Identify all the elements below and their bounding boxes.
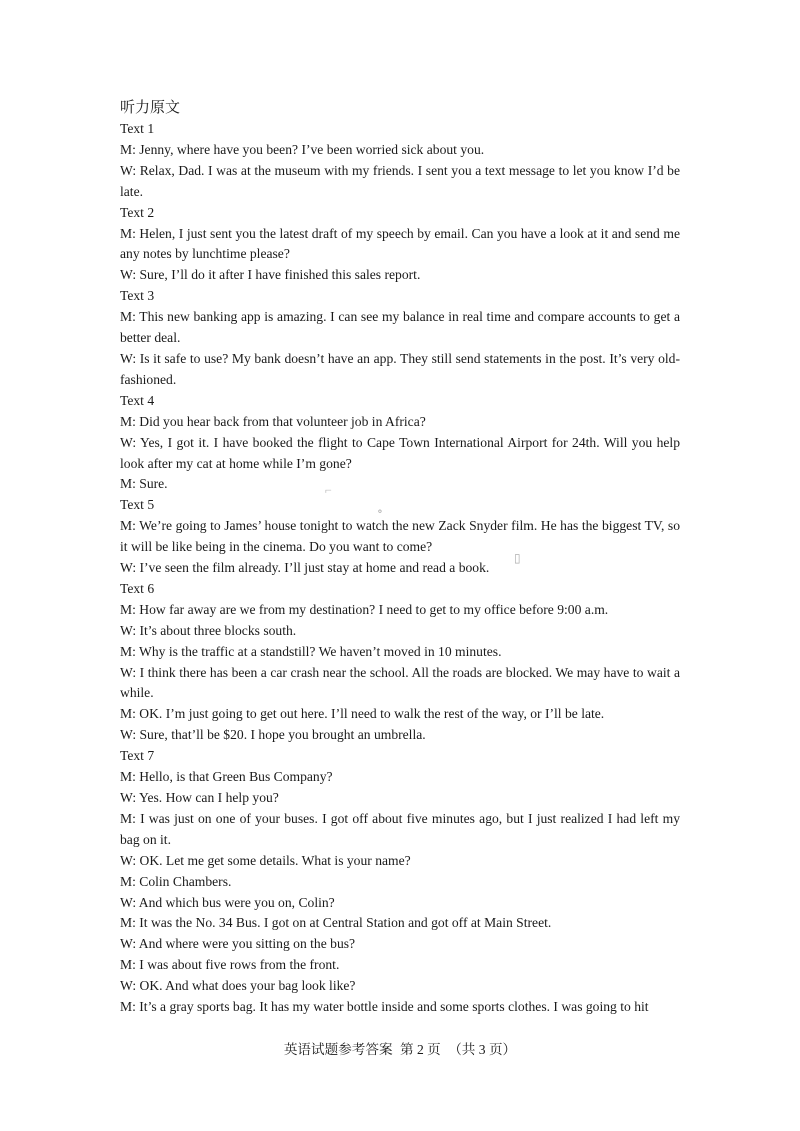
dialogue-line: W: Is it safe to use? My bank doesn’t have an app. They still send statements in the post. It’s very old-fashioned. <box>120 350 680 387</box>
dialogue-line: W: It’s about three blocks south. <box>120 622 297 638</box>
dialogue-line: W: And where were you sitting on the bus? <box>120 936 356 952</box>
dialogue-line: M: Hello, is that Green Bus Company? <box>120 769 333 785</box>
dialogue-line: M: Helen, I just sent you the latest draft of my speech by email. Can you have a look at it and send me any notes by lunchtime please? <box>120 225 680 262</box>
dialogue-line: W: OK. Let me get some details. What is your name? <box>120 852 411 868</box>
dialogue-line: M: I was about five rows from the front. <box>120 957 340 973</box>
dialogue-line: M: We’re going to James’ house tonight to watch the new Zack Snyder film. He has the biggest TV, so it will be like being in the cinema. Do you want to come? <box>120 518 680 555</box>
dialogue-line: W: I’ve seen the film already. I’ll just stay at home and read a book. <box>120 560 490 576</box>
dialogue-line: W: Yes, I got it. I have booked the flight to Cape Town International Airport for 24th. Will you help look after my cat at home while I’m gone? <box>120 434 680 471</box>
scan-mark: ▯ <box>514 551 521 565</box>
dialogue-line: M: I was just on one of your buses. I got off about five minutes ago, but I just realized I had left my bag on it. <box>120 810 680 847</box>
dialogue-line: W: Yes. How can I help you? <box>120 790 279 805</box>
dialogue-line: M: Did you hear back from that volunteer job in Africa? <box>120 413 426 429</box>
footer-total-pages: （共 3 页） <box>448 1042 517 1057</box>
dialogue-line: W: And which bus were you on, Colin? <box>120 894 335 910</box>
dialogue-line: M: Colin Chambers. <box>120 873 232 889</box>
section-label: Text 7 <box>120 748 155 764</box>
transcript-heading: 听力原文 <box>120 100 181 116</box>
footer-page-number: 第 2 页 <box>400 1042 441 1057</box>
dialogue-line: M: Jenny, where have you been? I’ve been worried sick about you. <box>120 141 485 157</box>
section-label: Text 4 <box>120 392 155 408</box>
dialogue-line: W: OK. And what does your bag look like? <box>120 978 356 994</box>
dialogue-line: M: How far away are we from my destination? I need to get to my office before 9:00 a.m. <box>120 601 609 617</box>
dialogue-line: M: It’s a gray sports bag. It has my water bottle inside and some sports clothes. I was going to hit <box>120 999 649 1015</box>
dialogue-line: W: I think there has been a car crash near the school. All the roads are blocked. We may have to wait a while. <box>120 664 680 701</box>
section-label: Text 3 <box>120 288 155 304</box>
dialogue-line: W: Sure, I’ll do it after I have finished this sales report. <box>120 267 421 283</box>
dialogue-line: M: This new banking app is amazing. I can see my balance in real time and compare accounts to get a better deal. <box>120 309 680 346</box>
dialogue-line: W: Relax, Dad. I was at the museum with my friends. I sent you a text message to let you know I’d be late. <box>120 162 680 199</box>
section-label: Text 5 <box>120 497 155 513</box>
dialogue-line: W: Sure, that’ll be $20. I hope you brought an umbrella. <box>120 727 426 743</box>
footer-title: 英语试题参考答案 <box>283 1042 393 1057</box>
dialogue-line: M: Sure. <box>120 476 168 492</box>
section-label: Text 6 <box>120 580 155 596</box>
section-label: Text 1 <box>120 121 155 136</box>
section-label: Text 2 <box>120 204 155 220</box>
dialogue-line: M: OK. I’m just going to get out here. I’ll need to walk the rest of the way, or I’ll be late. <box>120 706 605 722</box>
dialogue-line: M: It was the No. 34 Bus. I got on at Central Station and got off at Main Street. <box>120 915 552 931</box>
dialogue-line: M: Why is the traffic at a standstill? We haven’t moved in 10 minutes. <box>120 643 502 659</box>
transcript-body <box>120 98 680 1018</box>
scan-mark: ∘ <box>377 504 383 518</box>
scan-mark: ⌐ <box>325 483 332 497</box>
transcript-lines <box>120 119 680 1018</box>
page-footer <box>0 1040 800 1060</box>
